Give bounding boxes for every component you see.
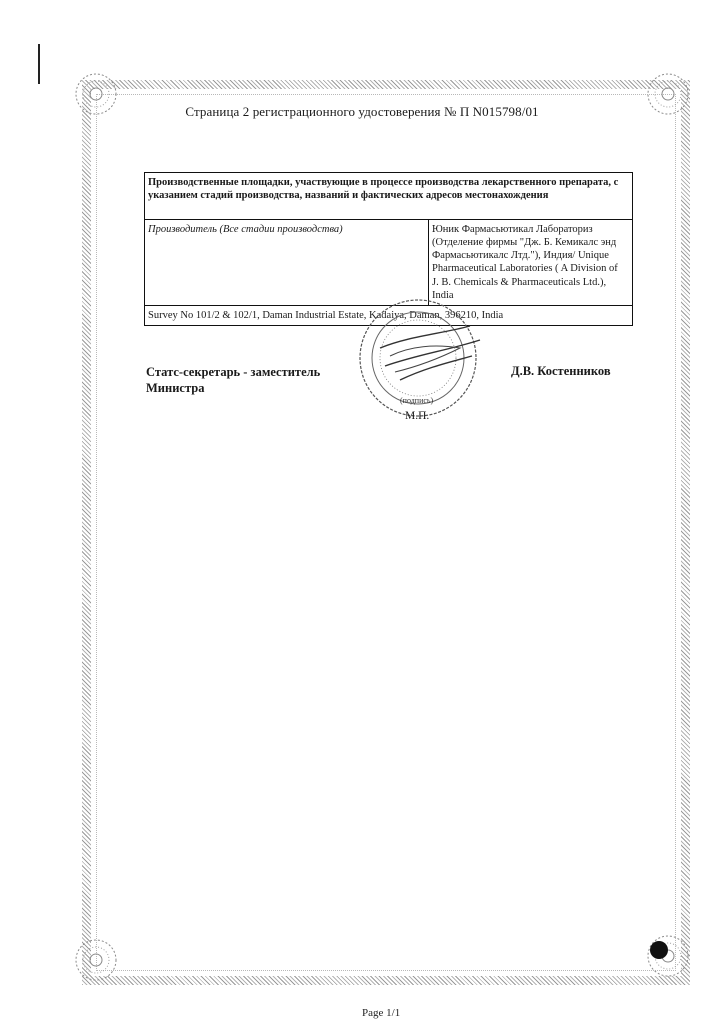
signature-caption: (подпись): [400, 396, 434, 405]
manufacturer-role: Производитель (Все стадии производства): [145, 220, 429, 306]
company-line: J. B. Chemicals & Pharmaceuticals Ltd.),: [432, 276, 607, 288]
signatory-position: [146, 364, 320, 397]
company-line: Юник Фармасьютикал Лабораториз: [432, 224, 593, 235]
company-line: Фармасьютикалс Лтд."), Индия/ Unique: [432, 250, 609, 262]
table-title: Производственные площадки, участвующие в процессе производства лекарственного препарата, с указанием стадий производства, названий и фактических адресов местонахождения: [145, 173, 633, 220]
manufacturer-company: [429, 220, 633, 306]
page-title: Страница 2 регистрационного удостоверения № П N015798/01: [185, 104, 539, 119]
seal-mark: М.П.: [405, 410, 430, 422]
company-line: (Отделение фирмы "Дж. Б. Кемикалс энд: [432, 237, 617, 249]
signatory-name: Д.В. Костенников: [511, 364, 611, 378]
position-line: Статс-секретарь - заместитель: [146, 365, 321, 379]
page-number: Page 1/1: [362, 1007, 401, 1019]
scan-edge-line: [38, 44, 40, 84]
table-row: [145, 173, 633, 220]
table-row: [145, 220, 633, 306]
site-address: Survey No 101/2 & 102/1, Daman Industrial Estate, Kadaiya, Daman, 396210, India: [145, 305, 633, 325]
official-seal-icon: [340, 296, 490, 426]
punch-hole-icon: [650, 941, 668, 959]
position-line: Министра: [146, 381, 205, 396]
company-line: India: [432, 289, 454, 301]
corner-ornament-icon: [640, 928, 696, 984]
company-line: Pharmaceutical Laboratories ( A Division of: [432, 263, 618, 275]
corner-ornament-icon: [68, 932, 124, 988]
